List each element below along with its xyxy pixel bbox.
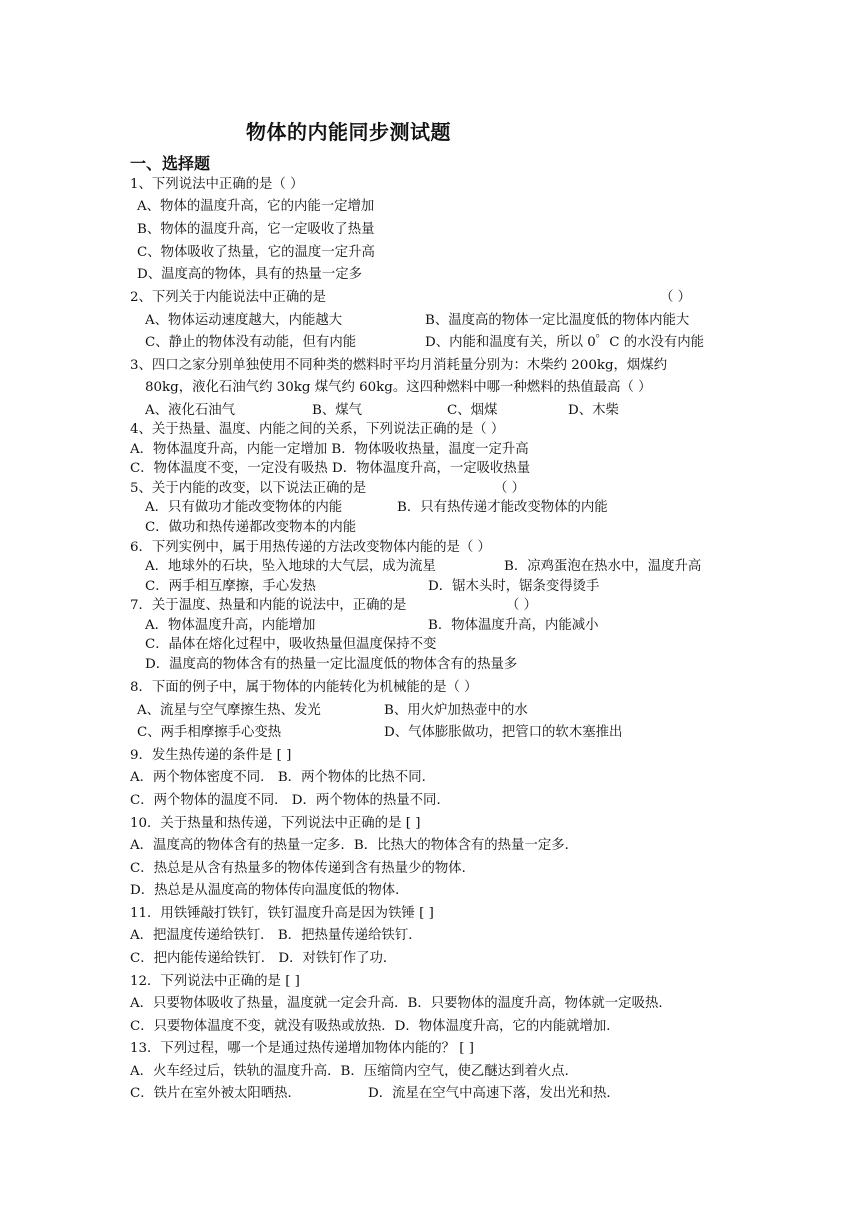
question-6-option-c: C．两手相互摩擦，手心发热 bbox=[145, 579, 316, 594]
section-heading: 一、选择题 bbox=[130, 154, 211, 173]
question-12-options-cd: C．只要物体温度不变，就没有吸热或放热．D．物体温度升高，它的内能就增加． bbox=[130, 1019, 620, 1034]
question-6-option-a: A．地球外的石块，坠入地球的大气层，成为流星 bbox=[145, 559, 436, 574]
question-10-option-c: C．热总是从含有热量多的物体传递到含有热量少的物体． bbox=[130, 861, 476, 876]
question-7-option-b: B．物体温度升高，内能减小 bbox=[428, 618, 599, 633]
question-7-option-c: C．晶体在熔化过程中，吸收热量但温度保持不变 bbox=[145, 637, 437, 652]
question-2-option-d: D、内能和温度有关，所以 0゜C 的水没有内能 bbox=[425, 335, 705, 350]
question-9-options-ab: A．两个物体密度不同． B．两个物体的比热不同． bbox=[130, 770, 435, 785]
question-13-option-d: D．流星在空气中高速下落，发出光和热． bbox=[368, 1086, 620, 1101]
question-1-option-d: D、温度高的物体，具有的热量一定多 bbox=[137, 267, 362, 282]
question-3-stem: 3、四口之家分别单独使用不同种类的燃料时平均月消耗量分别为：木柴约 200kg，烟煤约 bbox=[130, 358, 668, 373]
question-2-option-a: A、物体运动速度越大，内能越大 bbox=[145, 313, 343, 328]
question-5-answer-bracket: （ ） bbox=[494, 481, 526, 496]
question-7-stem: 7．关于温度、热量和内能的说法中，正确的是 bbox=[130, 598, 407, 613]
question-3-option-a: A、液化石油气 bbox=[145, 403, 236, 418]
question-6-option-d: D．锯木头时，锯条变得烫手 bbox=[428, 579, 600, 594]
question-13-option-c: C．铁片在室外被太阳晒热． bbox=[130, 1086, 301, 1101]
question-13-options-ab: A．火车经过后，铁轨的温度升高．B．压缩筒内空气，使乙醚达到着火点． bbox=[130, 1064, 579, 1079]
question-13-stem: 13．下列过程，哪一个是通过热传递增加物体内能的？ [ ] bbox=[130, 1041, 474, 1056]
document-title: 物体的内能同步测试题 bbox=[246, 120, 451, 144]
question-11-stem: 11．用铁锤敲打铁钉，铁钉温度升高是因为铁锤 [ ] bbox=[130, 906, 434, 921]
question-10-stem: 10．关于热量和热传递，下列说法中正确的是 [ ] bbox=[130, 816, 421, 831]
question-10-option-d: D．热总是从温度高的物体传向温度低的物体． bbox=[130, 883, 409, 898]
question-5-option-c: C．做功和热传递都改变物本的内能 bbox=[145, 520, 357, 535]
question-11-options-ab: A．把温度传递给铁钉． B．把热量传递给铁钉． bbox=[130, 928, 422, 943]
question-2-answer-bracket: （ ） bbox=[660, 290, 692, 305]
question-12-options-ab: A．只要物体吸收了热量，温度就一定会升高．B．只要物体的温度升高，物体就一定吸热． bbox=[130, 996, 672, 1011]
question-1-option-c: C、物体吸收了热量，它的温度一定升高 bbox=[137, 245, 375, 260]
question-3-option-c: C、烟煤 bbox=[447, 403, 498, 418]
question-3-option-b: B、煤气 bbox=[312, 403, 363, 418]
question-5-stem: 5、关于内能的改变，以下说法正确的是 bbox=[130, 481, 367, 496]
question-2-option-c: C、静止的物体没有动能，但有内能 bbox=[145, 335, 357, 350]
question-2-stem: 2、下列关于内能说法中正确的是 bbox=[130, 290, 326, 305]
question-8-stem: 8．下面的例子中，属于物体的内能转化为机械能的是（ ） bbox=[130, 680, 478, 695]
question-4-options-cd: C．物体温度不变，一定没有吸热 D．物体温度升高，一定吸收热量 bbox=[130, 461, 531, 476]
question-6-option-b: B．凉鸡蛋泡在热水中，温度升高 bbox=[504, 559, 702, 574]
question-9-stem: 9．发生热传递的条件是 [ ] bbox=[130, 748, 292, 763]
question-6-stem: 6．下列实例中，属于用热传递的方法改变物体内能的是（ ） bbox=[130, 540, 491, 555]
question-4-options-ab: A．物体温度升高，内能一定增加 B．物体吸收热量，温度一定升高 bbox=[130, 442, 529, 457]
question-8-option-d: D、气体膨胀做功，把管口的软木塞推出 bbox=[384, 725, 623, 740]
question-5-option-b: B．只有热传递才能改变物体的内能 bbox=[397, 500, 608, 515]
question-2-option-b: B、温度高的物体一定比温度低的物体内能大 bbox=[425, 313, 690, 328]
question-8-option-a: A、流星与空气摩擦生热、发光 bbox=[137, 703, 321, 718]
question-10-options-ab: A．温度高的物体含有的热量一定多．B．比热大的物体含有的热量一定多． bbox=[130, 838, 579, 853]
question-7-option-a: A．物体温度升高，内能增加 bbox=[145, 618, 316, 633]
question-4-stem: 4、关于热量、温度、内能之间的关系，下列说法正确的是（ ） bbox=[130, 422, 505, 437]
question-8-option-c: C、两手相摩擦手心变热 bbox=[137, 725, 282, 740]
question-7-answer-bracket: （ ） bbox=[506, 598, 538, 613]
question-1-option-b: B、物体的温度升高，它一定吸收了热量 bbox=[137, 222, 375, 237]
question-8-option-b: B、用火炉加热壶中的水 bbox=[384, 703, 528, 718]
question-1-option-a: A、物体的温度升高，它的内能一定增加 bbox=[137, 199, 375, 214]
question-7-option-d: D．温度高的物体含有的热量一定比温度低的物体含有的热量多 bbox=[145, 657, 518, 672]
question-3-option-d: D、木柴 bbox=[568, 403, 619, 418]
question-1-stem: 1、下列说法中正确的是（ ） bbox=[130, 177, 304, 192]
question-9-options-cd: C．两个物体的温度不同． D．两个物体的热量不同． bbox=[130, 793, 450, 808]
question-3-stem-continued: 80kg，液化石油气约 30kg 煤气约 60kg。这四种燃料中哪一种燃料的热值最高（ ） bbox=[145, 380, 652, 395]
question-11-options-cd: C．把内能传递给铁钉． D．对铁钉作了功． bbox=[130, 951, 397, 966]
question-5-option-a: A．只有做功才能改变物体的内能 bbox=[145, 500, 343, 515]
question-12-stem: 12．下列说法中正确的是 [ ] bbox=[130, 974, 300, 989]
